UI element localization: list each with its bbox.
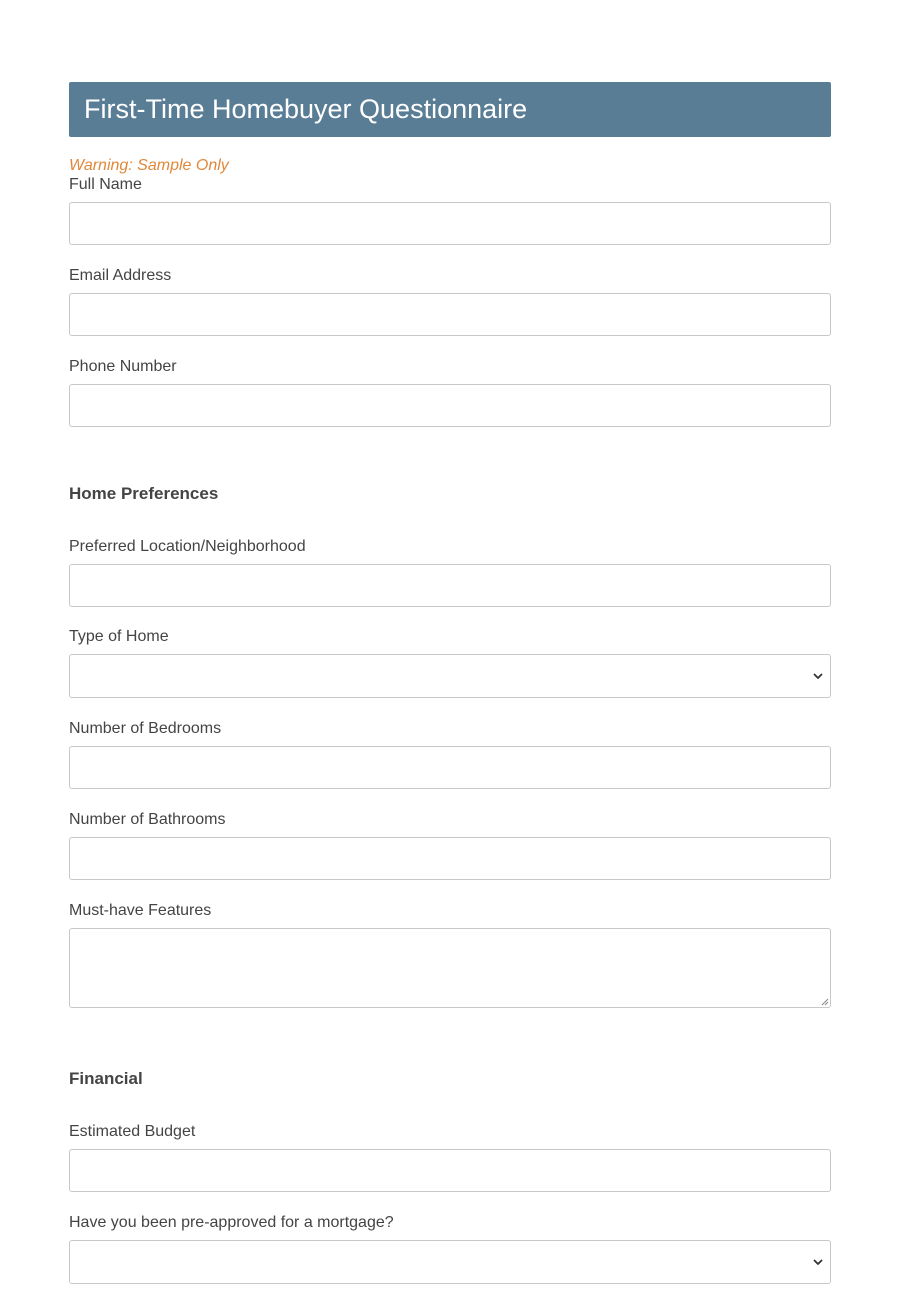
email-input[interactable] [69,293,831,336]
location-label: Preferred Location/Neighborhood [69,538,306,555]
chevron-down-icon [812,670,824,682]
preapproved-label: Have you been pre-approved for a mortgage? [69,1214,394,1231]
form-title: First-Time Homebuyer Questionnaire [84,94,528,124]
full-name-input[interactable] [69,202,831,245]
bedrooms-label: Number of Bedrooms [69,720,222,737]
home-type-label: Type of Home [69,628,169,645]
location-input[interactable] [69,564,831,607]
chevron-down-icon [812,1256,824,1268]
email-label: Email Address [69,267,172,284]
bathrooms-input[interactable] [69,837,831,880]
preapproved-select[interactable] [69,1240,831,1284]
bedrooms-input[interactable] [69,746,831,789]
sample-warning: Warning: Sample Only [69,157,229,174]
features-textarea-value [70,929,830,945]
features-textarea[interactable] [69,928,831,1008]
features-label: Must-have Features [69,902,212,919]
resize-grip-icon[interactable] [819,996,829,1006]
financial-heading: Financial [69,1069,143,1088]
budget-input[interactable] [69,1149,831,1192]
phone-label: Phone Number [69,358,177,375]
phone-input[interactable] [69,384,831,427]
budget-label: Estimated Budget [69,1123,196,1140]
home-preferences-heading: Home Preferences [69,484,219,503]
bathrooms-label: Number of Bathrooms [69,811,226,828]
full-name-label: Full Name [69,176,142,193]
form-header [69,82,831,137]
home-type-select[interactable] [69,654,831,698]
